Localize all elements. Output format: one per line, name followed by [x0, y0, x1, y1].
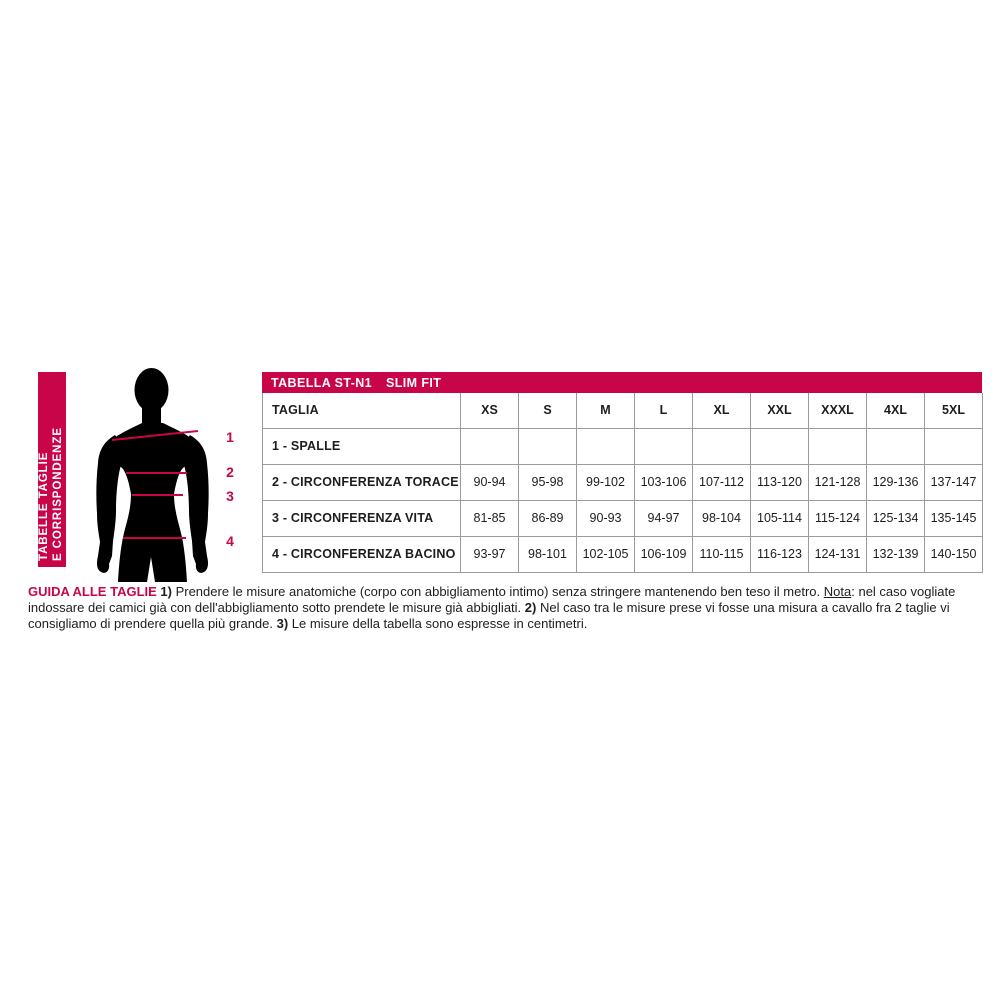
size-value-cell: 98-104 [693, 500, 751, 536]
silhouette-right-arm [183, 435, 209, 573]
side-banner-line1: TABELLE TAGLIE [38, 451, 50, 561]
size-value-cell: 99-102 [577, 464, 635, 500]
size-guide-segment: : nel caso vogliate indossare dei camici già con dell'abbigliamento sotto prendete le misure già abbigliati. [28, 584, 956, 615]
size-value-cell: 90-93 [577, 500, 635, 536]
size-guide-segment: Prendere le misure anatomiche (corpo con abbigliamento intimo) senza stringere mantenendo ben teso il metro. [175, 584, 824, 599]
size-value-cell: 125-134 [867, 500, 925, 536]
size-value-cell: 121-128 [809, 464, 867, 500]
size-value-cell [519, 428, 577, 464]
column-header-size-s: S [519, 393, 577, 428]
size-value-cell: 81-85 [461, 500, 519, 536]
size-value-cell: 106-109 [635, 536, 693, 572]
size-value-cell: 105-114 [751, 500, 809, 536]
column-header-size-xs: XS [461, 393, 519, 428]
measure-row-label: 1 - SPALLE [263, 428, 461, 464]
size-guide-segment: 2) [524, 599, 540, 615]
column-header-size-4xl: 4XL [867, 393, 925, 428]
size-value-cell: 137-147 [925, 464, 983, 500]
column-header-size-5xl: 5XL [925, 393, 983, 428]
size-guide-text [28, 584, 979, 631]
figure-markers [221, 0, 239, 1000]
size-value-cell: 94-97 [635, 500, 693, 536]
size-value-cell: 124-131 [809, 536, 867, 572]
size-value-cell: 129-136 [867, 464, 925, 500]
size-value-cell: 110-115 [693, 536, 751, 572]
column-header-size-xl: XL [693, 393, 751, 428]
column-header-taglia: TAGLIA [263, 393, 461, 428]
size-value-cell: 115-124 [809, 500, 867, 536]
table-title-bar [262, 372, 982, 393]
measure-marker-1: 1 [226, 429, 234, 445]
size-table-body [263, 428, 983, 572]
measure-row-label: 4 - CIRCONFERENZA BACINO [263, 536, 461, 572]
table-row [263, 536, 983, 572]
size-value-cell: 140-150 [925, 536, 983, 572]
measure-row-label: 3 - CIRCONFERENZA VITA [263, 500, 461, 536]
size-value-cell [577, 428, 635, 464]
size-guide-title: GUIDA ALLE TAGLIE [28, 584, 161, 599]
column-header-size-xxxl: XXXL [809, 393, 867, 428]
size-value-cell [693, 428, 751, 464]
side-banner [38, 372, 66, 567]
size-value-cell: 98-101 [519, 536, 577, 572]
size-value-cell [751, 428, 809, 464]
size-guide-segment: 1) [160, 584, 176, 599]
size-value-cell [925, 428, 983, 464]
size-value-cell: 93-97 [461, 536, 519, 572]
measure-row-label: 2 - CIRCONFERENZA TORACE [263, 464, 461, 500]
silhouette-neck [142, 399, 161, 425]
size-value-cell: 90-94 [461, 464, 519, 500]
size-value-cell: 135-145 [925, 500, 983, 536]
size-value-cell: 103-106 [635, 464, 693, 500]
size-value-cell: 132-139 [867, 536, 925, 572]
size-value-cell: 95-98 [519, 464, 577, 500]
size-value-cell [867, 428, 925, 464]
table-row [263, 500, 983, 536]
size-value-cell [635, 428, 693, 464]
size-value-cell: 113-120 [751, 464, 809, 500]
size-guide-segment: 3) [276, 615, 292, 631]
table-row [263, 464, 983, 500]
size-table-header-row [263, 393, 983, 428]
size-guide-segment: Nel caso tra le misure prese vi fosse una misura a cavallo fra 2 taglie vi consigliamo di prendere quella più grande. [28, 599, 950, 631]
table-fit-label: SLIM FIT [386, 375, 442, 390]
size-value-cell: 116-123 [751, 536, 809, 572]
column-header-size-l: L [635, 393, 693, 428]
table-title: TABELLA ST-N1 [271, 375, 373, 390]
side-banner-line2: E CORRISPONDENZE [51, 427, 64, 561]
measure-marker-4: 4 [226, 533, 234, 549]
size-table-section [262, 372, 982, 573]
side-banner-text [38, 427, 65, 561]
silhouette-left-arm [96, 435, 122, 573]
size-value-cell [461, 428, 519, 464]
measure-marker-3: 3 [226, 488, 234, 504]
body-silhouette-image [85, 363, 220, 583]
column-header-size-m: M [577, 393, 635, 428]
size-value-cell: 102-105 [577, 536, 635, 572]
size-value-cell: 86-89 [519, 500, 577, 536]
column-header-size-xxl: XXL [751, 393, 809, 428]
size-value-cell: 107-112 [693, 464, 751, 500]
size-table [262, 393, 983, 573]
size-guide-segment: Le misure della tabella sono espresse in centimetri. [291, 615, 588, 631]
size-value-cell [809, 428, 867, 464]
measure-marker-2: 2 [226, 464, 234, 480]
size-guide-segment: Nota [823, 584, 852, 599]
table-row [263, 428, 983, 464]
